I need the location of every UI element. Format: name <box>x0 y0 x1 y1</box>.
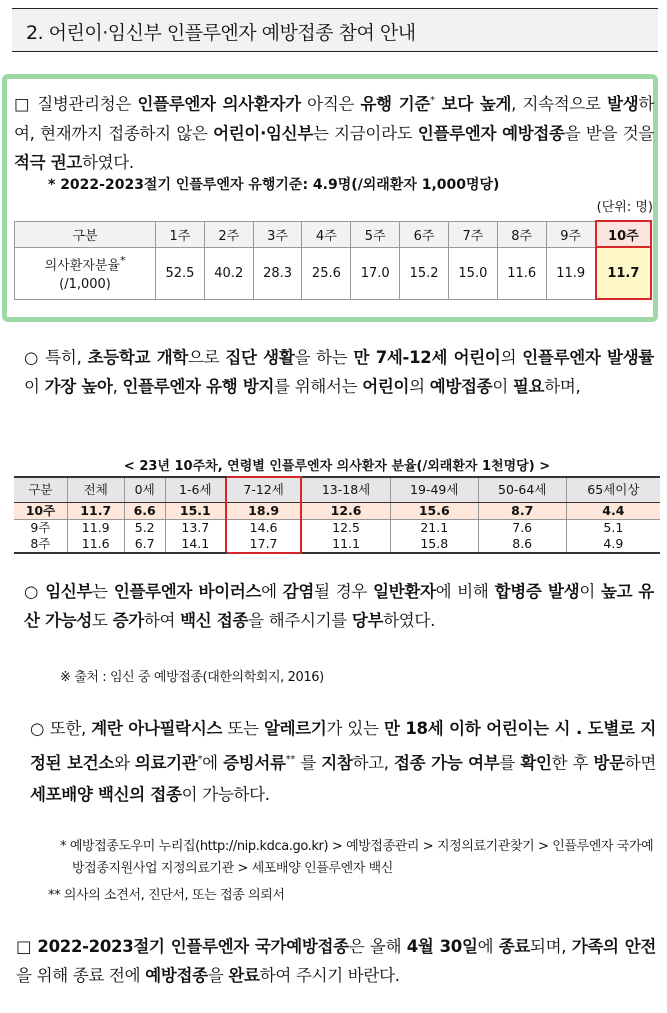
age-table-caption: < 23년 10주차, 연령별 인플루엔자 의사환자 분율(/외래환자 1천명당) > <box>123 459 551 474</box>
circle-bullet-icon: ○ <box>30 719 45 738</box>
box-footnote: * 2022-2023절기 인플루엔자 유행기준: 4.9명(/외래환자 1,000명당) <box>48 177 500 193</box>
paragraph-children: ○ 특히, 초등학교 개학으로 집단 생활을 하는 만 7세-12세 어린이의 인플루엔자 발생률이 가장 높아, 인플루엔자 유행 방지를 위해서는 어린이의 예방접종이 필요하며, <box>24 348 654 396</box>
paragraph-allergy: ○ 또한, 계란 아나필락시스 또는 알레르기가 있는 만 18세 이하 어린이는 시 . 도별로 지정된 보건소와 의료기관*에 증빙서류** 를 지참하고, 접종 가능 여부를 확인한 후 방문하면 세포배양 백신의 접종이 가능하다. <box>30 719 657 804</box>
circle-bullet-icon: ○ <box>24 348 40 367</box>
paragraph-pregnant: ○ 임신부는 인플루엔자 바이러스에 감염될 경우 일반환자에 비해 합병증 발생이 높고 유산 가능성도 증가하여 백신 접종을 해주시기를 당부하였다. <box>24 582 654 630</box>
table-header-row: 구분 1주 2주 3주 4주 5주 6주 7주 8주 9주 10주 <box>15 221 652 247</box>
week10-header: 10주 <box>596 221 651 247</box>
square-bullet-icon: □ <box>14 94 31 114</box>
age-rate-table <box>14 476 660 554</box>
circle-bullet-icon: ○ <box>24 582 40 601</box>
facility-note: * 예방접종도우미 누리집(http://nip.kdca.go.kr) > 예방접종관리 > 지정의료기관찾기 > 인플루엔자 국가예방접종지원사업 지정의료기관 > 세포배양 인플루엔자 백신 <box>60 839 654 876</box>
paragraph-closing: □ 2022-2023절기 인플루엔자 국가예방접종은 올해 4월 30일에 종료되며, 가족의 안전을 위해 종료 전에 예방접종을 완료하여 주시기 바란다. <box>16 937 656 985</box>
source-note: ※ 출처 : 임신 중 예방접종(대한의학회지, 2016) <box>60 670 324 685</box>
weekly-rate-table <box>14 220 652 300</box>
box-paragraph: □ 질병관리청은 인플루엔자 의사환자가 아직은 유행 기준* 보다 높게, 지속적으로 발생하여, 현재까지 접종하지 않은 어린이·임신부는 지금이라도 인플루엔자 예방접종을 받을 것을 적극 권고하였다. <box>14 94 654 172</box>
table-row: 8주 11.6 6.7 14.1 17.7 11.1 15.8 8.6 4.9 <box>14 536 660 553</box>
week10-value: 11.7 <box>596 247 651 299</box>
section-title: 2. 어린이·임신부 인플루엔자 예방접종 참여 안내 <box>26 22 416 44</box>
documents-note: ** 의사의 소견서, 진단서, 또는 접종 의뢰서 <box>48 888 285 903</box>
table-row: 의사환자분율* (/1,000) 52.5 40.2 28.3 25.6 17.0 15.2 15.0 11.6 11.9 11.7 <box>15 247 652 299</box>
section-title-bar <box>12 8 658 52</box>
table-row: 10주 11.7 6.6 15.1 18.9 12.6 15.6 8.7 4.4 <box>14 503 660 520</box>
table-row: 9주 11.9 5.2 13.7 14.6 12.5 21.1 7.6 5.1 <box>14 520 660 537</box>
table-header-row: 구분 전체 0세 1-6세 7-12세 13-18세 19-49세 50-64세 65세이상 <box>14 477 660 503</box>
unit-label: (단위: 명) <box>596 200 653 215</box>
square-bullet-icon: □ <box>16 937 32 956</box>
